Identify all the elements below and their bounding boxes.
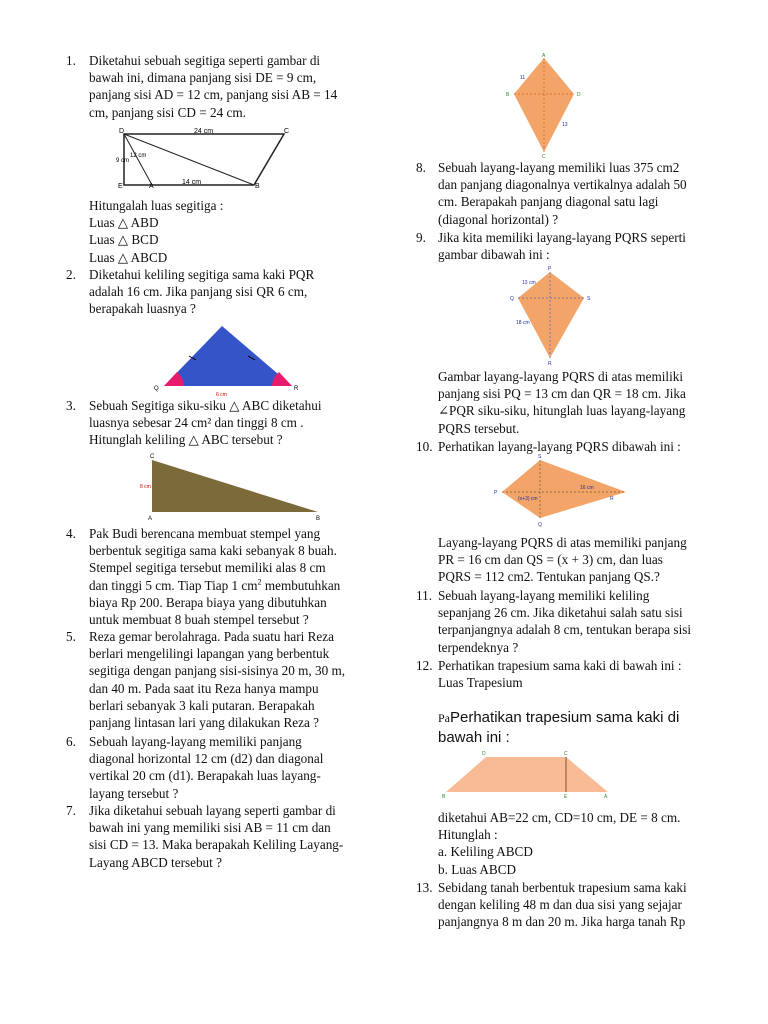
question-number: 12. [416, 658, 433, 673]
question-8 [416, 159, 746, 228]
question-5 [66, 628, 396, 731]
label-r: R [548, 361, 552, 366]
question-13 [416, 879, 746, 931]
question-number: 10. [416, 439, 433, 454]
label-d: D [119, 128, 125, 135]
label-b: B [316, 516, 321, 522]
question-number: 7. [66, 803, 76, 818]
label-b: B [506, 92, 510, 98]
label-pq: 13 cm [522, 280, 536, 286]
label-d: D [577, 92, 581, 98]
question-text: Layang-layang PQRS di atas memiliki panjang PR = 16 cm dan QS = (x + 3) cm, dan luas PQRS = 112 cm2. Tentukan panjang QS.? [438, 535, 687, 585]
isosceles-triangle-figure [152, 320, 302, 398]
question-text: Jika diketahui sebuah layang seperti gambar di bawah ini yang memiliki sisi AB = 11 cm dan sisi CD = 13. Maka berapakah Keliling Layang- Layang ABCD tersebut ? [89, 803, 344, 870]
label-height: 8 cm [140, 484, 151, 490]
kite-pqrs-figure-2 [494, 452, 634, 530]
label-e: E [564, 794, 568, 800]
question-1-tasks [66, 197, 396, 266]
label-left-length: 9 cm [116, 158, 130, 164]
question-text: Diketahui sebuah segitiga seperti gambar di bawah ini, dimana panjang sisi DE = 9 cm, panjang sisi AD = 12 cm, panjang sisi AB = 14 cm, panjang sisi CD = 24 cm. [89, 53, 338, 120]
kite-pqrs-figure [508, 262, 618, 366]
right-triangle-figure [136, 450, 326, 522]
label-pr: 16 cm [580, 485, 594, 491]
question-text: Sebuah layang-layang memiliki panjang diagonal horizontal 12 cm (d2) dan diagonal vertikal 20 cm (d1). Berapakah luas layang- layang tersebut ? [89, 734, 324, 801]
label-q: Q [538, 522, 542, 528]
label-r: R [610, 496, 614, 502]
label-r: R [294, 386, 299, 392]
label-base-length: 6 cm [216, 392, 227, 398]
label-c: C [564, 751, 568, 757]
question-number: 6. [66, 734, 76, 749]
label-ab: 11 [520, 75, 526, 81]
question-number: 3. [66, 398, 76, 413]
label-p: P [494, 490, 498, 496]
question-number: 9. [416, 230, 426, 245]
label-e: E [118, 183, 123, 189]
question-text: Jika kita memiliki layang-layang PQRS seperti gambar dibawah ini : [438, 230, 686, 263]
question-number: 11. [416, 588, 432, 603]
label-q: Q [154, 386, 159, 392]
question-number: 8. [416, 160, 426, 175]
question-number: 1. [66, 53, 76, 68]
question-number: 4. [66, 526, 76, 541]
label-qr: 18 cm [516, 320, 530, 326]
question-number: 5. [66, 629, 76, 644]
label-s: S [538, 454, 542, 460]
question-number: 13. [416, 880, 433, 895]
label-c: C [284, 128, 290, 135]
question-text: Sebuah Segitiga siku-siku △ ABC diketahui luasnya sebesar 24 cm² dan tinggi 8 cm . Hitunglah keliling △ ABC tersebut ? [89, 398, 322, 448]
trapezoid-figure [114, 127, 304, 189]
question-text: Diketahui keliling segitiga sama kaki PQR adalah 16 cm. Jika panjang sisi QR 6 cm, berapakah luasnya ? [89, 267, 315, 317]
label-q: Q [510, 296, 514, 302]
label-bottom-length: 14 cm [182, 179, 202, 186]
label-a: A [604, 794, 608, 800]
question-text: Sebuah layang-layang memiliki keliling sepanjang 26 cm. Jika diketahui salah satu sisi terpanjangnya adalah 8 cm, tentukan berapa sisi terpendeknya ? [438, 588, 692, 655]
label-diagonal-length: 12 cm [130, 153, 147, 159]
label-b: B [442, 794, 446, 800]
question-9-detail [416, 368, 746, 437]
label-b: B [255, 183, 260, 189]
question-1 [66, 52, 396, 121]
question-12-detail [416, 809, 746, 878]
question-10-detail [416, 534, 746, 586]
question-12 [416, 657, 746, 691]
question-2 [66, 266, 396, 318]
label-a: A [148, 516, 153, 522]
label-a: A [149, 183, 154, 189]
question-text: Hitungalah luas segitiga : Luas △ ABD Luas △ BCD Luas △ ABCD [89, 198, 224, 265]
question-text: Reza gemar berolahraga. Pada suatu hari Reza berlari mengelilingi lapangan yang berbentuk segitiga dengan panjang sisi-sisinya 20 m, 30 m, dan 40 m. Pada saat itu Reza hanya mampu berlari sebanyak 3 kali putaran. Berapakah panjang lintasan lari yang dilakukan Reza ? [89, 629, 346, 731]
question-text: Sebuah layang-layang memiliki luas 375 cm2 dan panjang diagonalnya vertikalnya adalah 50 cm. Berapakah panjang diagonal satu lagi (diagonal horizontal) ? [438, 160, 687, 227]
label-c: C [542, 154, 546, 158]
question-text: Gambar layang-layang PQRS di atas memiliki panjang sisi PQ = 13 cm dan QR = 18 cm. Jika ∠PQR siku-siku, hitunglah luas layang-layang PQRS tersebut. [438, 369, 686, 436]
question-7 [66, 802, 396, 871]
label-qs: (x+3) cm [518, 496, 538, 502]
trapezoid-abcd-figure [436, 748, 616, 800]
question-9 [416, 229, 746, 263]
label-p: P [548, 266, 552, 272]
question-text: Perhatikan trapesium sama kaki di bawah ini : Luas Trapesium [438, 658, 682, 691]
kite-abcd-figure [502, 52, 602, 158]
label-a: A [542, 53, 546, 59]
question-text: Pak Budi berencana membuat stempel yang berbentuk segitiga sama kaki sebanyak 8 buah. Stempel segitiga tersebut memiliki alas 8 cm dan tinggi 5 cm. Tiap Tiap 1 $cm^2$ membutuhkan biaya Rp 200. Berapa biaya yang dibutuhkan untuk membuat 8 buah stempel tersebut ? [89, 526, 341, 628]
question-text: diketahui AB=22 cm, CD=10 cm, DE = 8 cm. Hitunglah : a. Keliling ABCD b. Luas ABCD [438, 810, 681, 877]
label-d: D [482, 751, 486, 757]
label-s: S [587, 296, 591, 302]
question-6 [66, 733, 396, 802]
question-11 [416, 587, 746, 656]
question-number: 2. [66, 267, 76, 282]
label-c: C [150, 454, 155, 460]
label-cd: 13 [562, 122, 568, 128]
question-12-subheading [438, 708, 748, 747]
question-text: Perhatikan layang-layang PQRS dibawah ini : [438, 439, 681, 454]
question-3 [66, 397, 396, 449]
question-text: Sebidang tanah berbentuk trapesium sama kaki dengan keliling 48 m dan dua sisi yang sejajar panjangnya 8 m dan 20 m. Jika harga tanah Rp [438, 880, 687, 930]
label-top-length: 24 cm [194, 128, 214, 135]
question-4 [66, 525, 396, 628]
subheading-text: PaPerhatikan trapesium sama kaki di bawah ini : [438, 709, 680, 746]
